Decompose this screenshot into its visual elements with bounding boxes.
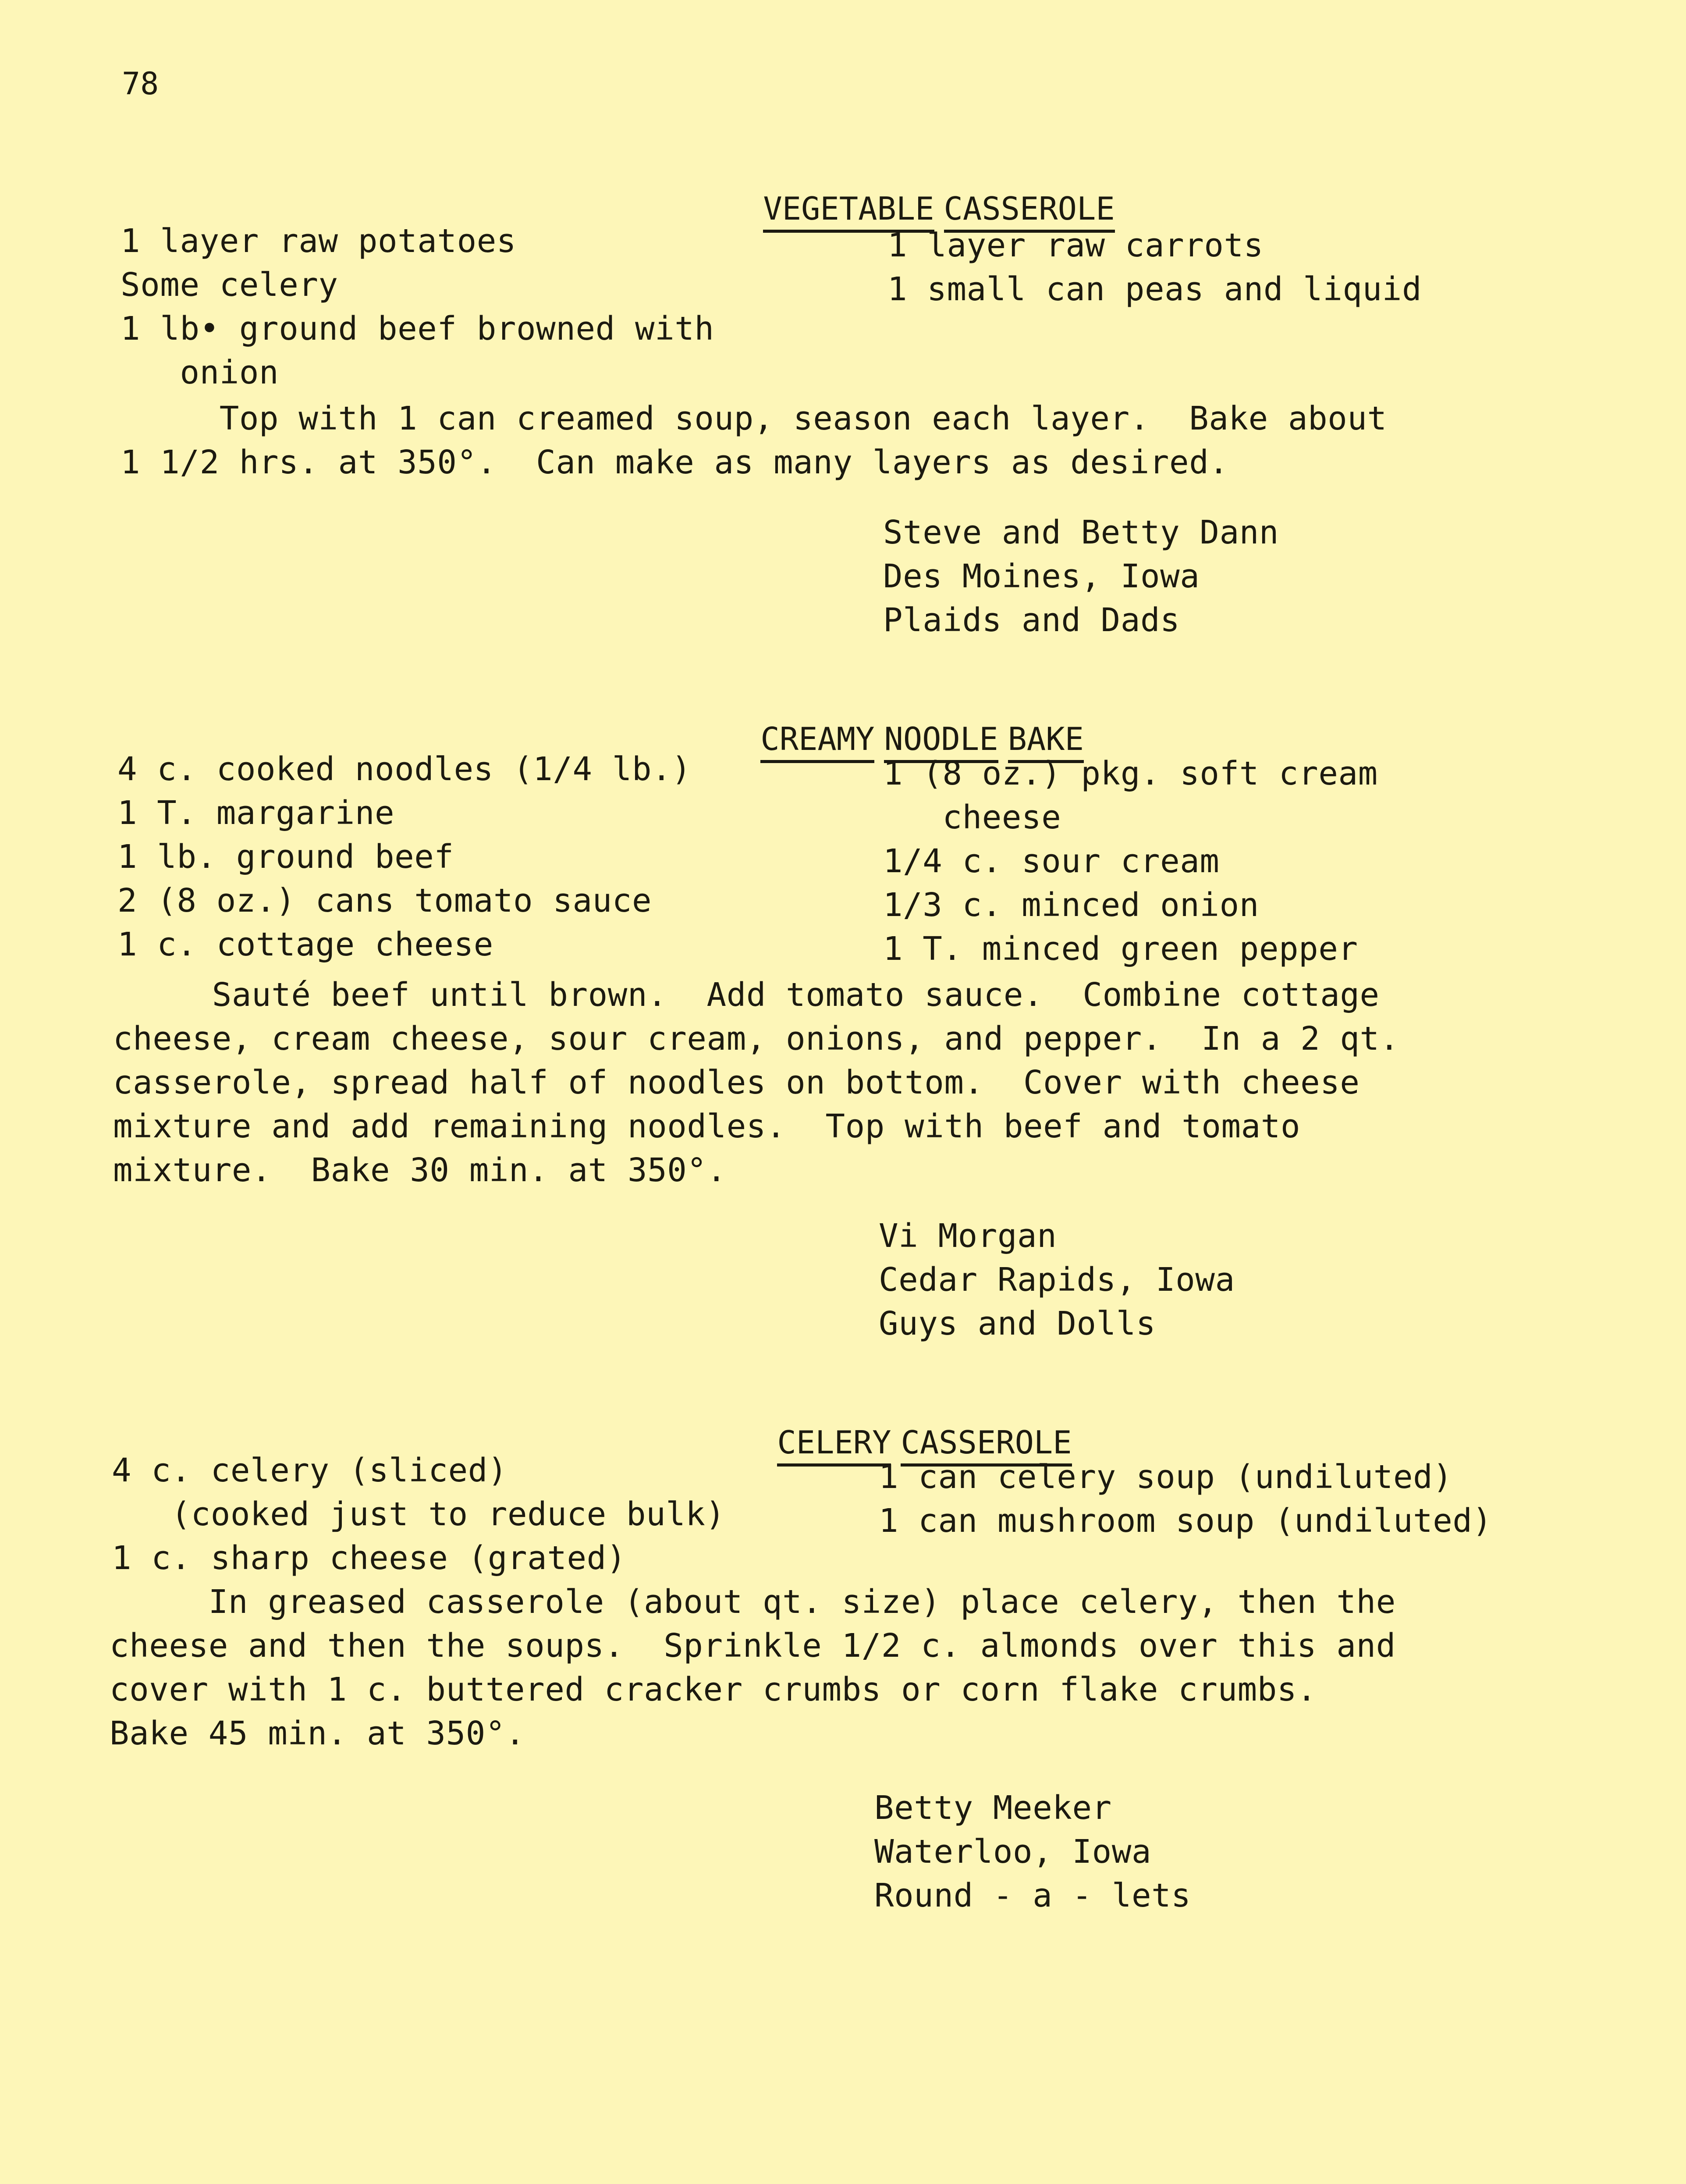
title-word: CASSEROLE bbox=[944, 190, 1115, 233]
ingredient-line: 4 c. celery (sliced) bbox=[112, 1452, 508, 1489]
ingredient-line: 1/3 c. minced onion bbox=[883, 886, 1259, 924]
direction-line: Bake 45 min. at 350°. bbox=[110, 1715, 525, 1752]
ingredient-line: 1 lb• ground beef browned with bbox=[121, 310, 714, 348]
ingredient-line: 1 small can peas and liquid bbox=[887, 270, 1422, 308]
title-word: CELERY bbox=[777, 1424, 891, 1467]
directions-creamy-noodle-bake bbox=[113, 973, 1399, 1192]
credit-name: Steve and Betty Dann bbox=[883, 514, 1279, 551]
ingredient-line: (cooked just to reduce bulk) bbox=[112, 1495, 725, 1533]
ingredient-line: 1 layer raw potatoes bbox=[121, 222, 517, 260]
ingredient-line: 1 can celery soup (undiluted) bbox=[879, 1458, 1453, 1496]
ingredients-left-creamy-noodle-bake bbox=[117, 747, 691, 966]
direction-line: cheese and then the soups. Sprinkle 1/2 c. almonds over this and bbox=[110, 1627, 1396, 1665]
ingredient-line: onion bbox=[121, 354, 279, 391]
title-word: VEGETABLE bbox=[763, 190, 934, 233]
ingredient-line: cheese bbox=[883, 799, 1061, 836]
ingredients-right-creamy-noodle-bake bbox=[883, 752, 1378, 971]
direction-line: 1 1/2 hrs. at 350°. Can make as many layers as desired. bbox=[121, 444, 1229, 481]
title-word: NOODLE bbox=[884, 721, 998, 763]
credit-name: Betty Meeker bbox=[874, 1789, 1112, 1827]
direction-line: casserole, spread half of noodles on bottom. Cover with cheese bbox=[113, 1064, 1360, 1101]
direction-line: mixture. Bake 30 min. at 350°. bbox=[113, 1151, 727, 1189]
page-number: 78 bbox=[122, 66, 159, 102]
credit-celery-casserole bbox=[874, 1786, 1191, 1918]
ingredient-line: 1 T. margarine bbox=[117, 794, 395, 832]
credit-club: Guys and Dolls bbox=[879, 1305, 1156, 1342]
direction-line: In greased casserole (about qt. size) place celery, then the bbox=[110, 1583, 1396, 1621]
ingredient-line: 1 can mushroom soup (undiluted) bbox=[879, 1502, 1492, 1540]
ingredients-right-celery-casserole bbox=[879, 1455, 1492, 1543]
credit-vegetable-casserole bbox=[883, 511, 1279, 642]
direction-line: mixture and add remaining noodles. Top with beef and tomato bbox=[113, 1108, 1301, 1145]
ingredients-right-vegetable-casserole bbox=[887, 224, 1422, 311]
ingredients-left-celery-casserole bbox=[112, 1449, 725, 1580]
direction-line: Sauté beef until brown. Add tomato sauce. Combine cottage bbox=[113, 976, 1380, 1014]
credit-location: Des Moines, Iowa bbox=[883, 558, 1200, 595]
ingredient-line: 1 layer raw carrots bbox=[887, 227, 1264, 264]
credit-club: Plaids and Dads bbox=[883, 601, 1180, 639]
directions-celery-casserole bbox=[110, 1580, 1396, 1755]
directions-vegetable-casserole bbox=[121, 397, 1387, 484]
direction-line: cheese, cream cheese, sour cream, onions, and pepper. In a 2 qt. bbox=[113, 1020, 1399, 1058]
credit-location: Cedar Rapids, Iowa bbox=[879, 1261, 1235, 1299]
ingredient-line: 1 lb. ground beef bbox=[117, 838, 454, 876]
credit-club: Round - a - lets bbox=[874, 1877, 1191, 1914]
ingredient-line: 2 (8 oz.) cans tomato sauce bbox=[117, 882, 652, 920]
ingredient-line: 1 T. minced green pepper bbox=[883, 930, 1358, 968]
ingredient-line: 1 c. cottage cheese bbox=[117, 926, 493, 963]
ingredients-left-vegetable-casserole bbox=[121, 219, 714, 394]
ingredient-line: Some celery bbox=[121, 266, 338, 304]
credit-creamy-noodle-bake bbox=[879, 1214, 1235, 1346]
ingredient-line: 4 c. cooked noodles (1/4 lb.) bbox=[117, 750, 692, 788]
direction-line: cover with 1 c. buttered cracker crumbs or corn flake crumbs. bbox=[110, 1671, 1317, 1708]
ingredient-line: 1 c. sharp cheese (grated) bbox=[112, 1539, 626, 1577]
credit-location: Waterloo, Iowa bbox=[874, 1833, 1152, 1871]
ingredient-line: 1/4 c. sour cream bbox=[883, 842, 1220, 880]
credit-name: Vi Morgan bbox=[879, 1217, 1057, 1255]
ingredient-line: 1 (8 oz.) pkg. soft cream bbox=[883, 755, 1378, 792]
title-word: BAKE bbox=[1008, 721, 1084, 763]
direction-line: Top with 1 can creamed soup, season each layer. Bake about bbox=[121, 400, 1387, 437]
title-word: CREAMY bbox=[760, 721, 874, 763]
title-word: CASSEROLE bbox=[901, 1424, 1072, 1467]
